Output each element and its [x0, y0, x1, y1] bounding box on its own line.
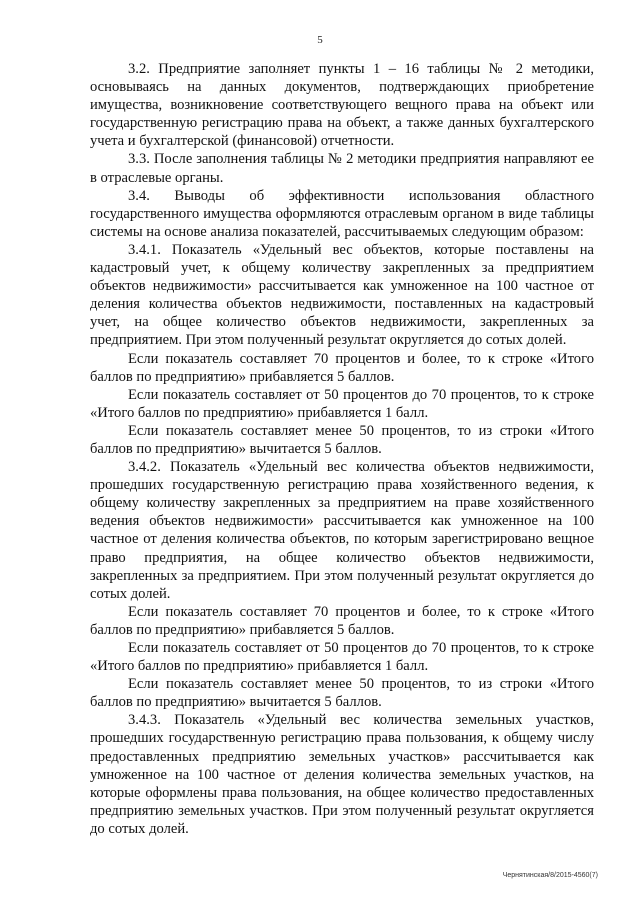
page-number: 5: [317, 34, 323, 46]
paragraph-3-4-1-rule-50-70: Если показатель составляет от 50 процентов до 70 процентов, то к строке «Итого баллов по предприятию» прибавляется 1 балл.: [90, 386, 594, 421]
paragraph-3-4-2-rule-below-50: Если показатель составляет менее 50 процентов, то из строки «Итого баллов по предприятию» вычитается 5 баллов.: [90, 676, 594, 711]
paragraph-3-4-2: 3.4.2. Показатель «Удельный вес количества объектов недвижимости, прошедших государственную регистрацию права хозяйственного ведения, к общему количеству закрепленных за предприятием на праве хозяйственного ведения объектов недвижимости» рассчитывается как умноженное на 100 частное от деления количества объектов, по которым зарегистрировано вещное право предприятия, на общее количество объектов недвижимости, закрепленных за предприятием. При этом полученный результат округляется до сотых долей.: [90, 459, 594, 602]
document-footer-code: Чернятинская/8/2015-4560(7): [502, 872, 598, 879]
paragraph-3-4-2-rule-50-70: Если показатель составляет от 50 процентов до 70 процентов, то к строке «Итого баллов по предприятию» прибавляется 1 балл.: [90, 640, 594, 675]
paragraph-3-4-1-rule-70: Если показатель составляет 70 процентов и более, то к строке «Итого баллов по предприятию» прибавляется 5 баллов.: [90, 350, 594, 385]
paragraph-3-4-2-rule-70: Если показатель составляет 70 процентов и более, то к строке «Итого баллов по предприятию» прибавляется 5 баллов.: [90, 603, 594, 638]
paragraph-3-4-3: 3.4.3. Показатель «Удельный вес количества земельных участков, прошедших государственную регистрацию права пользования, к общему числу предоставленных предприятию земельных участков» рассчитывается как умноженное на 100 частное от деления количества земельных участков, на которые оформлены права пользования, на общее количество предоставленных предприятию земельных участков. При этом полученный результат округляется до сотых долей.: [90, 712, 594, 837]
paragraph-3-3: 3.3. После заполнения таблицы № 2 методики предприятия направляют ее в отраслевые органы.: [90, 151, 594, 186]
paragraph-3-4-1-rule-below-50: Если показатель составляет менее 50 процентов, то из строки «Итого баллов по предприятию» вычитается 5 баллов.: [90, 422, 594, 457]
document-body: [90, 60, 594, 838]
paragraph-3-4-1: 3.4.1. Показатель «Удельный вес объектов, которые поставлены на кадастровый учет, к общему количеству закрепленных за предприятием объектов недвижимости» рассчитывается как умноженное на 100 частное от деления количества объектов недвижимости, поставленных на кадастровый учет, на общее количество объектов недвижимости, закрепленных за предприятием. При этом полученный результат округляется до сотых долей.: [90, 241, 594, 349]
paragraph-3-2: 3.2. Предприятие заполняет пункты 1 – 16 таблицы № 2 методики, основываясь на данных документов, подтверждающих приобретение имущества, возникновение соответствующего вещного права на объект или государственную регистрацию права на объект, а также данных бухгалтерского учета и бухгалтерской (финансовой) отчетности.: [90, 61, 594, 150]
paragraph-3-4: 3.4. Выводы об эффективности использования областного государственного имущества оформляются отраслевым органом в виде таблицы системы на основе анализа показателей, рассчитываемых следующим образом:: [90, 187, 594, 240]
